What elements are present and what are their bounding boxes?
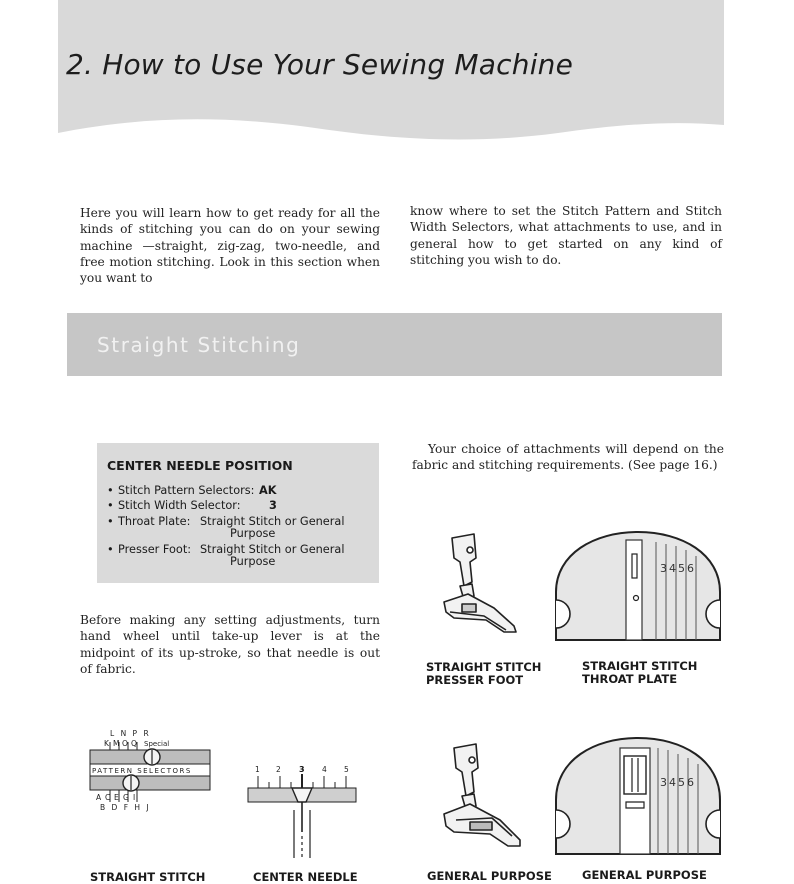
selector-letter-a: A (96, 793, 102, 802)
section-title: Straight Stitching (97, 333, 301, 357)
needle-scale-3: 3 (299, 765, 305, 774)
setting-label: Presser Foot: (118, 543, 192, 556)
setting-label: Stitch Width Selector: (118, 499, 241, 512)
bullet: • (107, 543, 114, 556)
setting-value: AK (259, 484, 277, 497)
needle-scale-5: 5 (344, 765, 349, 774)
selector-special-label: Special (144, 740, 170, 748)
selector-letter-c: C (105, 793, 111, 802)
bullet: • (107, 499, 114, 512)
selector-letter-e: E (114, 793, 119, 802)
setting-value: Straight Stitch or General (200, 543, 345, 556)
caption-general-purpose-throat-plate: GENERAL PURPOSE (582, 868, 707, 882)
setting-label: Throat Plate: (118, 515, 191, 528)
setting-value-continued: Purpose (230, 555, 276, 568)
instruction-paragraph: Before making any setting adjustments, turn hand wheel until take-up lever is at the midpoint of its up-stroke, so that needle is out of fabric. (80, 613, 380, 676)
caption-line: STRAIGHT STITCH (426, 660, 542, 674)
needle-scale-2: 2 (276, 765, 281, 774)
caption-straight-stitch-throat-plate (582, 660, 697, 686)
setting-value: 3 (269, 499, 277, 512)
bullet: • (107, 515, 114, 528)
plate-numbers: 3456 (660, 562, 696, 575)
intro-paragraph-right: know where to set the Stitch Pattern and Stitch Width Selectors, what attachments to use, and in general how to get started on any kind of stitching you wish to do. (410, 204, 722, 267)
caption-line: STRAIGHT STITCH (582, 659, 698, 673)
selector-letter-g: G (123, 793, 129, 802)
setting-value: Straight Stitch or General (200, 515, 345, 528)
caption-general-purpose-presser-foot: GENERAL PURPOSE (427, 869, 552, 883)
setting-label: Stitch Pattern Selectors: (118, 484, 255, 497)
center-needle-illustration (244, 762, 360, 858)
plate-numbers: 3456 (660, 776, 696, 789)
selector-letter-q: Q (131, 739, 137, 748)
selector-letter-m: M (113, 739, 120, 748)
selector-letter-i: I (133, 793, 136, 802)
page-title: 2. How to Use Your Sewing Machine (66, 48, 574, 81)
selector-bottom-letters: B D F H J (100, 803, 151, 812)
general-purpose-throat-plate-illustration (552, 734, 724, 858)
caption-line: PRESSER FOOT (426, 673, 524, 687)
caption-center-needle: CENTER NEEDLE (253, 870, 358, 884)
pattern-selectors-illustration (86, 728, 216, 830)
wave-edge (58, 111, 724, 151)
caption-straight-stitch-presser-foot (426, 661, 541, 687)
caption-straight-stitch: STRAIGHT STITCH (90, 870, 206, 884)
setting-value-continued: Purpose (230, 527, 276, 540)
selector-band-label: PATTERN SELECTORS (92, 767, 192, 775)
needle-scale-1: 1 (255, 765, 260, 774)
straight-stitch-presser-foot-illustration (424, 528, 534, 646)
selector-letter-k: K (104, 739, 109, 748)
attachments-note: Your choice of attachments will depend on the fabric and stitching requirements. (See page 16.) (412, 442, 724, 473)
needle-scale-4: 4 (322, 765, 327, 774)
bullet: • (107, 484, 114, 497)
general-purpose-presser-foot-illustration (426, 740, 536, 858)
selector-top-letters: L N P R (110, 729, 151, 738)
straight-stitch-throat-plate-illustration (552, 528, 724, 646)
intro-paragraph-left: Here you will learn how to get ready for all the kinds of stitching you can do on your sewing machine —straight, zig-zag, two-needle, and free motion stitching. Look in this section when you want to (80, 206, 380, 286)
settings-heading: CENTER NEEDLE POSITION (107, 458, 293, 473)
selector-letter-o: O (122, 739, 128, 748)
caption-line: THROAT PLATE (582, 672, 678, 686)
